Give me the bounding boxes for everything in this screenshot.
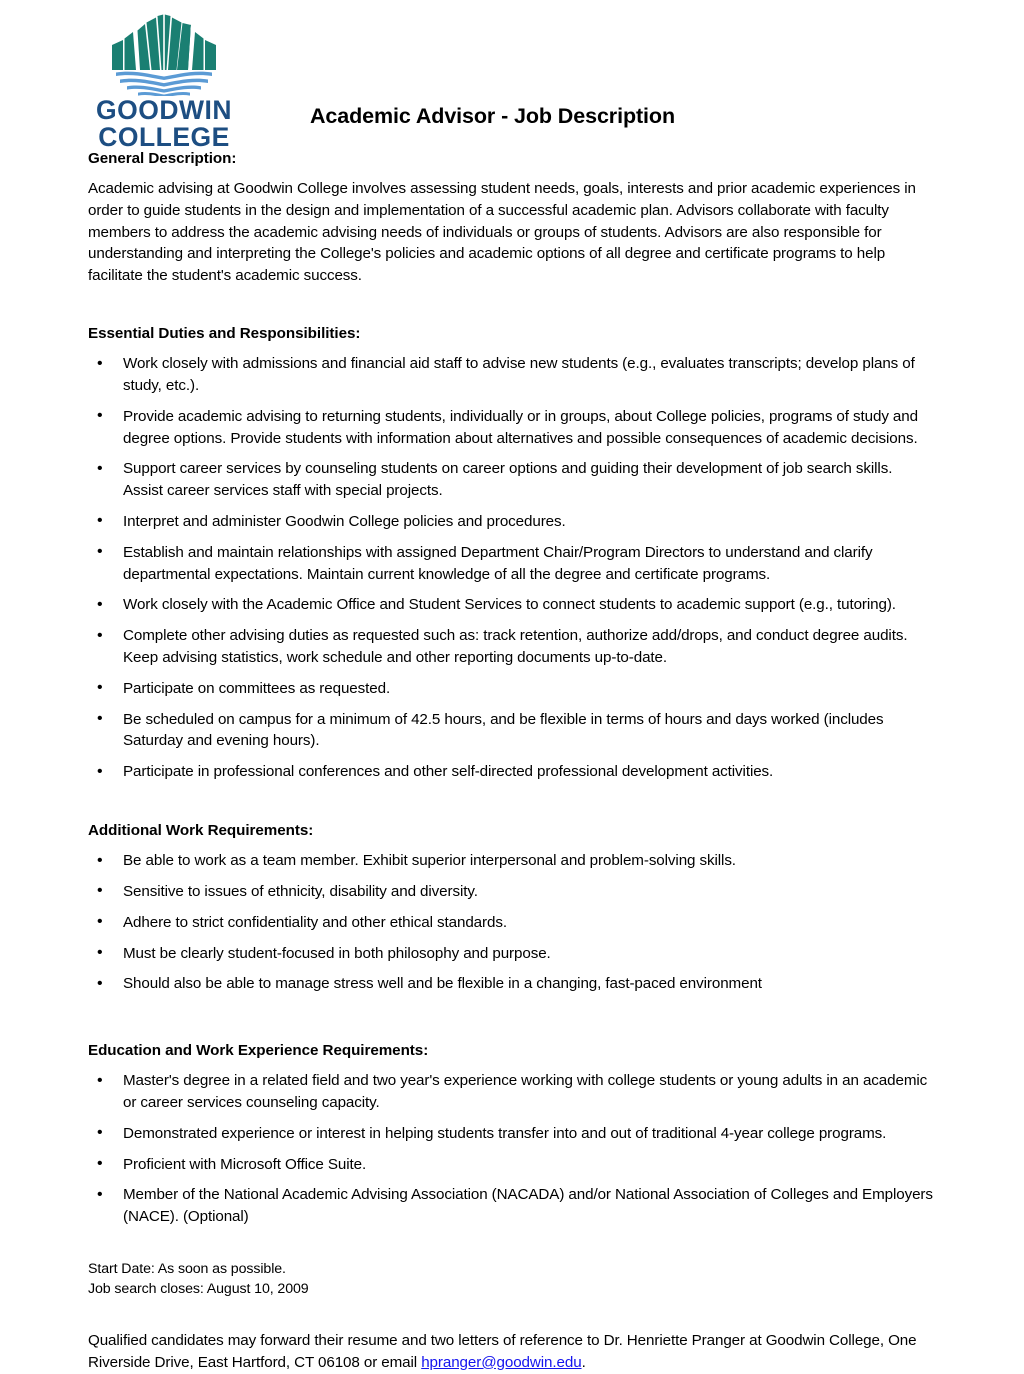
list-item: [88, 458, 934, 502]
list-item: [88, 912, 934, 934]
bullet-icon: •: [97, 1185, 103, 1203]
closing-date-line: Job search closes: August 10, 2009: [88, 1281, 309, 1298]
logo-word-college: COLLEGE: [98, 122, 230, 153]
list-item: [88, 709, 934, 753]
list-item-text: Participate on committees as requested.: [123, 679, 391, 697]
list-item-text: Be scheduled on campus for a minimum of 42.5 hours, and be flexible in terms of hours and days worked (includes Saturday and evening hours).: [123, 710, 884, 750]
bullet-icon: •: [97, 354, 103, 372]
list-item: [88, 511, 934, 533]
logo-wordmark: [84, 97, 244, 151]
bullet-icon: •: [97, 851, 103, 869]
additional-work-requirements-list: [88, 850, 934, 995]
closing-paragraph: [88, 1330, 934, 1374]
bullet-icon: •: [97, 1155, 103, 1173]
essential-duties-list: [88, 353, 934, 783]
bullet-icon: •: [97, 1124, 103, 1142]
spacer: [88, 1300, 934, 1330]
closing-text-after: .: [581, 1353, 586, 1371]
list-item-text: Complete other advising duties as requested such as: track retention, authorize add/drops, and conduct degree audits. Keep advising statistics, work schedule and other reporting documents up-to-date.: [123, 627, 908, 666]
spacer: [88, 1004, 934, 1042]
list-item: [88, 542, 934, 586]
bullet-icon: •: [97, 626, 103, 644]
goodwin-college-logo: [84, 12, 244, 151]
section-heading-additional-work-requirements: Additional Work Requirements:: [88, 822, 314, 840]
list-item: [88, 353, 934, 397]
list-item-text: Provide academic advising to returning students, individually or in groups, about College policies, programs of study and degree options. Provide students with information about alternatives and possible consequences of academic decisions.: [123, 407, 918, 447]
bullet-icon: •: [97, 459, 103, 477]
list-item-text: Be able to work as a team member. Exhibit superior interpersonal and problem-solving skills.: [123, 852, 736, 870]
list-item-text: Member of the National Academic Advising Association (NACADA) and/or National Association of Colleges and Employers (NACE). (Optional): [123, 1186, 933, 1226]
bullet-icon: •: [97, 710, 103, 728]
closing-text-before: Qualified candidates may forward their resume and two letters of reference to Dr. Henriette Pranger at Goodwin College, One Riverside Drive, East Hartford, CT 06108 or email: [88, 1331, 917, 1371]
list-item: [88, 678, 934, 700]
bullet-icon: •: [97, 595, 103, 613]
bullet-icon: •: [97, 762, 103, 780]
bullet-icon: •: [97, 512, 103, 530]
logo-word-goodwin: GOODWIN: [96, 95, 232, 125]
bullet-icon: •: [97, 974, 103, 992]
document-body: [88, 150, 934, 1374]
spacer: [88, 792, 934, 822]
list-item-text: Master's degree in a related field and two year's experience working with college students or young adults in an academic or career services counseling capacity.: [123, 1072, 928, 1111]
list-item: [88, 973, 934, 995]
list-item: [88, 1123, 934, 1145]
start-date-line: Start Date: As soon as possible.: [88, 1261, 286, 1277]
list-item-text: Support career services by counseling students on career options and guiding their development of job search skills. Assist career services staff with special projects.: [123, 460, 893, 500]
section-heading-essential-duties: Essential Duties and Responsibilities:: [88, 325, 361, 343]
list-item-text: Sensitive to issues of ethnicity, disability and diversity.: [123, 882, 478, 900]
list-item: [88, 943, 934, 965]
bullet-icon: •: [97, 407, 103, 425]
spacer: [88, 306, 934, 325]
page-title: Academic Advisor - Job Description: [310, 104, 675, 128]
list-item-text: Demonstrated experience or interest in helping students transfer into and out of traditional 4-year college programs.: [123, 1124, 887, 1142]
list-item-text: Adhere to strict confidentiality and other ethical standards.: [123, 913, 507, 931]
list-item: [88, 1154, 934, 1176]
bullet-icon: •: [97, 913, 103, 931]
bullet-icon: •: [97, 1071, 103, 1089]
list-item: [88, 881, 934, 903]
list-item: [88, 625, 934, 669]
bullet-icon: •: [97, 944, 103, 961]
list-item-text: Work closely with admissions and financial aid staff to advise new students (e.g., evaluates transcripts; develop plans of study, etc.).: [123, 355, 915, 394]
list-item: [88, 594, 934, 616]
section-heading-general-description: General Description:: [88, 150, 237, 167]
section-heading-education-work-experience: Education and Work Experience Requirements:: [88, 1042, 429, 1060]
list-item: [88, 1070, 934, 1114]
list-item-text: Should also be able to manage stress well and be flexible in a changing, fast-paced environment: [123, 975, 762, 993]
list-item: [88, 406, 934, 450]
general-description-paragraph: Academic advising at Goodwin College involves assessing student needs, goals, interests and prior academic experiences in order to guide students in the design and implementation of a successful academic plan. Advisors collaborate with faculty members to address the academic advising needs of individuals or groups of students. Advisors are also responsible for understanding and interpreting the College's policies and academic options of all degree and certificate programs to help facilitate the student's academic success.: [88, 180, 916, 285]
list-item: [88, 850, 934, 872]
list-item-text: Proficient with Microsoft Office Suite.: [123, 1155, 367, 1173]
document-header: [0, 0, 1024, 153]
list-item: [88, 1184, 934, 1228]
open-book-sunrise-waves-icon: [106, 12, 222, 96]
list-item-text: Participate in professional conferences and other self-directed professional development activities.: [123, 763, 774, 781]
education-work-experience-list: [88, 1070, 934, 1228]
list-item: [88, 761, 934, 783]
contact-email-link[interactable]: hpranger@goodwin.edu: [421, 1353, 582, 1371]
list-item-text: Work closely with the Academic Office and Student Services to connect students to academic support (e.g., tutoring).: [123, 596, 896, 614]
bullet-icon: •: [97, 543, 103, 561]
list-item-text: Must be clearly student-focused in both philosophy and purpose.: [123, 944, 551, 962]
bullet-icon: •: [97, 882, 103, 900]
list-item-text: Establish and maintain relationships with assigned Department Chair/Program Directors to understand and clarify departmental expectations. Maintain current knowledge of all the degree and certificate programs.: [123, 543, 873, 583]
list-item-text: Interpret and administer Goodwin College policies and procedures.: [123, 512, 566, 530]
spacer: [88, 1237, 934, 1259]
bullet-icon: •: [97, 679, 103, 697]
